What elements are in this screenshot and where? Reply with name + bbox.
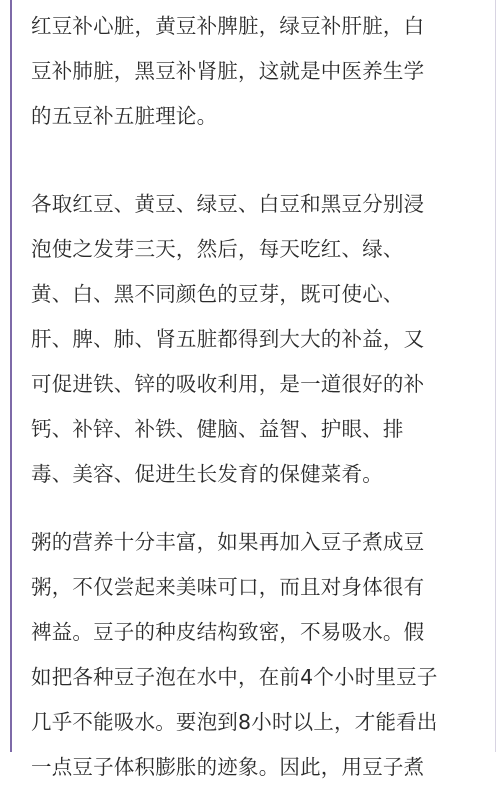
paragraph-line: 肝、脾、肺、肾五脏都得到大大的补益，又	[31, 327, 425, 351]
paragraph-bean-sprouts	[31, 182, 424, 497]
paragraph-line-partial: 一点豆子体积膨胀的迹象。因此，用豆子煮	[31, 755, 425, 779]
paragraph-line: 黄、白、黑不同颜色的豆芽，既可使心、	[31, 282, 404, 306]
paragraph-line: 粥的营养十分丰富，如果再加入豆子煮成豆	[31, 530, 425, 554]
paragraph-five-beans-theory	[31, 4, 424, 139]
paragraph-line: 钙、补锌、补铁、健脑、益智、护眼、排	[31, 417, 404, 441]
paragraph-line: 可促进铁、锌的吸收利用，是一道很好的补	[31, 372, 425, 396]
paragraph-line: 泡使之发芽三天，然后，每天吃红、绿、	[31, 237, 404, 261]
paragraph-line: 的五豆补五脏理论。	[31, 104, 218, 128]
left-border-line	[10, 0, 12, 752]
paragraph-line: 如把各种豆子泡在水中，在前4个小时里豆子	[31, 665, 438, 689]
paragraph-line: 毒、美容、促进生长发育的保健菜肴。	[31, 462, 383, 486]
paragraph-line: 豆补肺脏，黑豆补肾脏，这就是中医养生学	[31, 59, 425, 83]
paragraph-line: 裨益。豆子的种皮结构致密，不易吸水。假	[31, 620, 425, 644]
right-border-line	[495, 0, 496, 752]
paragraph-line: 粥，不仅尝起来美味可口，而且对身体很有	[31, 575, 425, 599]
paragraph-line: 红豆补心脏，黄豆补脾脏，绿豆补肝脏，白	[31, 14, 425, 38]
paragraph-line: 各取红豆、黄豆、绿豆、白豆和黑豆分别浸	[31, 192, 425, 216]
paragraph-line: 几乎不能吸水。要泡到8小时以上，才能看出	[31, 710, 438, 734]
paragraph-bean-porridge	[31, 520, 438, 779]
